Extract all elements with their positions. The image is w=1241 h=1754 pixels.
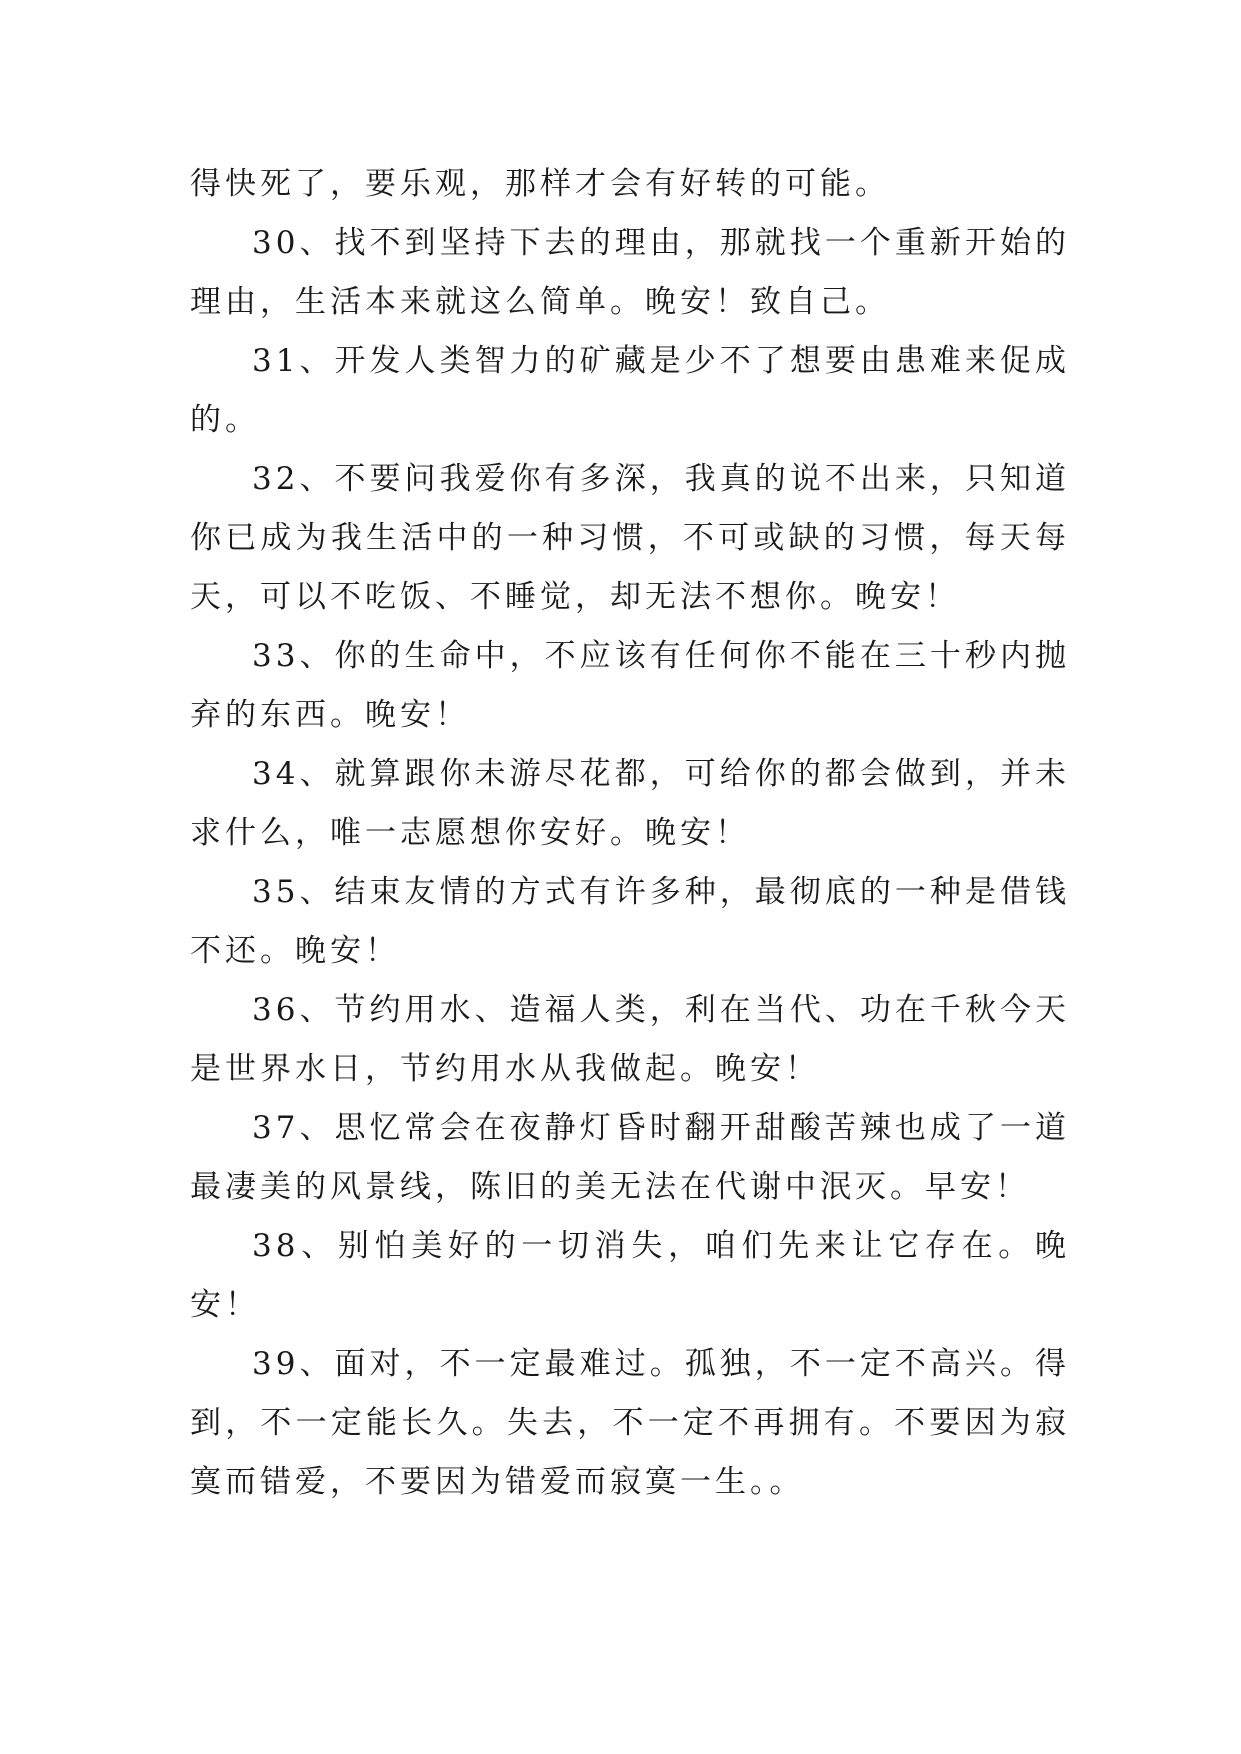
paragraph-32: 32、不要问我爱你有多深，我真的说不出来，只知道你已成为我生活中的一种习惯，不可或缺的习惯，每天每天，可以不吃饭、不睡觉，却无法不想你。晚安！	[190, 461, 1070, 615]
paragraph-continuation: 得快死了，要乐观，那样才会有好转的可能。	[190, 166, 890, 202]
paragraph-30: 30、找不到坚持下去的理由，那就找一个重新开始的理由，生活本来就这么简单。晚安！致自己。	[190, 225, 1070, 320]
paragraph-33: 33、你的生命中，不应该有任何你不能在三十秒内抛弃的东西。晚安！	[190, 638, 1070, 733]
document-body	[190, 155, 1070, 1512]
paragraph-36: 36、节约用水、造福人类，利在当代、功在千秋今天是世界水日，节约用水从我做起。晚安！	[190, 992, 1070, 1087]
paragraph-37: 37、思忆常会在夜静灯昏时翻开甜酸苦辣也成了一道最凄美的风景线，陈旧的美无法在代谢中泯灭。早安！	[190, 1110, 1070, 1205]
paragraph-39: 39、面对，不一定最难过。孤独，不一定不高兴。得到，不一定能长久。失去，不一定不再拥有。不要因为寂寞而错爱，不要因为错爱而寂寞一生。。	[190, 1346, 1070, 1500]
paragraph-35: 35、结束友情的方式有许多种，最彻底的一种是借钱不还。晚安！	[190, 874, 1070, 969]
paragraph-31: 31、开发人类智力的矿藏是少不了想要由患难来促成的。	[190, 343, 1070, 438]
paragraph-34: 34、就算跟你未游尽花都，可给你的都会做到，并未求什么，唯一志愿想你安好。晚安！	[190, 756, 1070, 851]
paragraph-38: 38、别怕美好的一切消失，咱们先来让它存在。晚安！	[190, 1228, 1070, 1323]
